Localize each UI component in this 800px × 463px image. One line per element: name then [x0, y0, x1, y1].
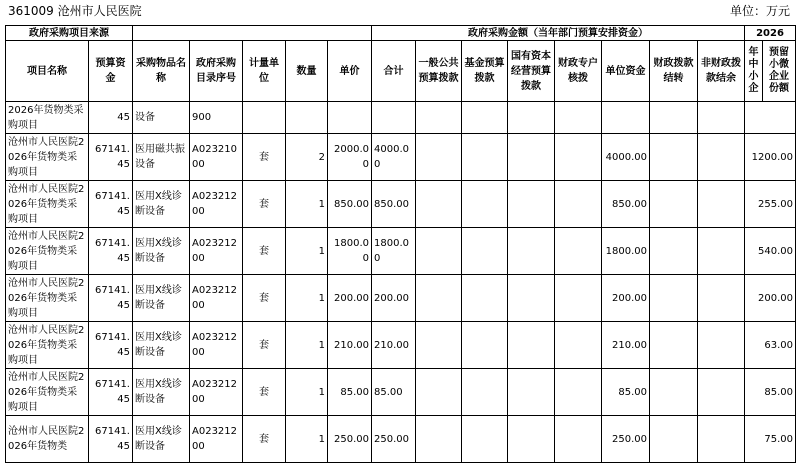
- cell-quantity: 1: [286, 416, 328, 463]
- cell-special-fiscal: [555, 102, 602, 134]
- cell-nonfiscal-carry: [698, 275, 745, 322]
- col-general-public: 一般公共预算拨款: [416, 41, 462, 102]
- cell-general-public: [416, 181, 462, 228]
- cell-unit-funds: 85.00: [602, 369, 650, 416]
- cell-fund-budget: [462, 322, 508, 369]
- table-row: [6, 275, 796, 322]
- cell-budget-funds: 67141.45: [89, 275, 133, 322]
- cell-fiscal-carry: [650, 275, 698, 322]
- cell-unit-price: [328, 102, 372, 134]
- cell-item-name: 医用X线诊断设备: [133, 416, 190, 463]
- cell-soe-budget: [508, 134, 555, 181]
- cell-reserved: 75.00: [745, 416, 796, 463]
- cell-item-name: 医用X线诊断设备: [133, 369, 190, 416]
- table-row: [6, 134, 796, 181]
- cell-nonfiscal-carry: [698, 181, 745, 228]
- procurement-table: [5, 25, 796, 463]
- cell-project-name: 沧州市人民医院2026年货物类采购项目: [6, 275, 89, 322]
- cell-budget-funds: 67141.45: [89, 369, 133, 416]
- col-total: 合计: [372, 41, 416, 102]
- cell-fiscal-carry: [650, 102, 698, 134]
- cell-general-public: [416, 275, 462, 322]
- cell-fund-budget: [462, 102, 508, 134]
- col-quantity: 数量: [286, 41, 328, 102]
- cell-unit-price: 850.00: [328, 181, 372, 228]
- cell-reserved: [745, 102, 796, 134]
- col-special-fiscal: 财政专户核拨: [555, 41, 602, 102]
- cell-unit-funds: 210.00: [602, 322, 650, 369]
- cell-nonfiscal-carry: [698, 102, 745, 134]
- cell-fiscal-carry: [650, 369, 698, 416]
- col-fund-budget: 基金预算拨款: [462, 41, 508, 102]
- cell-unit-funds: 250.00: [602, 416, 650, 463]
- cell-item-name: 医用X线诊断设备: [133, 322, 190, 369]
- cell-soe-budget: [508, 275, 555, 322]
- cell-nonfiscal-carry: [698, 228, 745, 275]
- cell-unit-measure: 套: [243, 416, 286, 463]
- col-project-name: 项目名称: [6, 41, 89, 102]
- cell-unit-measure: 套: [243, 275, 286, 322]
- cell-item-name: 医用X线诊断设备: [133, 275, 190, 322]
- cell-unit-funds: 850.00: [602, 181, 650, 228]
- cell-catalog-no: A02321000: [190, 134, 243, 181]
- cell-unit-measure: 套: [243, 181, 286, 228]
- unit-label: 单位：万元: [729, 4, 790, 18]
- cell-unit-measure: 套: [243, 369, 286, 416]
- report-header: [8, 2, 790, 22]
- table-body: [6, 102, 796, 463]
- cell-reserved: 63.00: [745, 322, 796, 369]
- cell-fund-budget: [462, 275, 508, 322]
- cell-total: 200.00: [372, 275, 416, 322]
- cell-project-name: 2026年货物类采购项目: [6, 102, 89, 134]
- cell-budget-funds: 67141.45: [89, 134, 133, 181]
- cell-unit-funds: 4000.00: [602, 134, 650, 181]
- cell-budget-funds: 67141.45: [89, 322, 133, 369]
- cell-nonfiscal-carry: [698, 134, 745, 181]
- cell-catalog-no: A02321200: [190, 228, 243, 275]
- cell-general-public: [416, 228, 462, 275]
- col-reserved-share: 预留小微企业份额: [763, 41, 796, 102]
- cell-item-name: 医用X线诊断设备: [133, 228, 190, 275]
- cell-unit-measure: [243, 102, 286, 134]
- cell-unit-price: 250.00: [328, 416, 372, 463]
- cell-budget-funds: 67141.45: [89, 181, 133, 228]
- table-row: [6, 102, 796, 134]
- cell-item-name: 医用磁共振设备: [133, 134, 190, 181]
- cell-item-name: 医用X线诊断设备: [133, 181, 190, 228]
- cell-project-name: 沧州市人民医院2026年货物类采购项目: [6, 369, 89, 416]
- cell-unit-measure: 套: [243, 134, 286, 181]
- cell-nonfiscal-carry: [698, 322, 745, 369]
- cell-catalog-no: A02321200: [190, 369, 243, 416]
- cell-total: 850.00: [372, 181, 416, 228]
- col-unit-funds: 单位资金: [602, 41, 650, 102]
- cell-unit-funds: [602, 102, 650, 134]
- col-item-name: 采购物品名称: [133, 41, 190, 102]
- cell-soe-budget: [508, 369, 555, 416]
- cell-catalog-no: A02321200: [190, 275, 243, 322]
- cell-soe-budget: [508, 102, 555, 134]
- table-row: [6, 369, 796, 416]
- group-source-header: 政府采购项目来源: [6, 26, 133, 41]
- cell-nonfiscal-carry: [698, 416, 745, 463]
- cell-project-name: 沧州市人民医院2026年货物类: [6, 416, 89, 463]
- col-unit-price: 单价: [328, 41, 372, 102]
- cell-special-fiscal: [555, 134, 602, 181]
- cell-fund-budget: [462, 369, 508, 416]
- cell-catalog-no: 900: [190, 102, 243, 134]
- cell-fund-budget: [462, 416, 508, 463]
- cell-unit-price: 1800.00: [328, 228, 372, 275]
- cell-soe-budget: [508, 322, 555, 369]
- cell-fiscal-carry: [650, 134, 698, 181]
- cell-unit-funds: 1800.00: [602, 228, 650, 275]
- cell-quantity: 1: [286, 369, 328, 416]
- cell-unit-price: 85.00: [328, 369, 372, 416]
- cell-total: 250.00: [372, 416, 416, 463]
- cell-reserved: 255.00: [745, 181, 796, 228]
- cell-unit-price: 200.00: [328, 275, 372, 322]
- cell-project-name: 沧州市人民医院2026年货物类采购项目: [6, 181, 89, 228]
- cell-quantity: [286, 102, 328, 134]
- table-row: [6, 181, 796, 228]
- cell-general-public: [416, 102, 462, 134]
- cell-special-fiscal: [555, 275, 602, 322]
- cell-quantity: 1: [286, 275, 328, 322]
- cell-budget-funds: 67141.45: [89, 228, 133, 275]
- cell-unit-measure: 套: [243, 228, 286, 275]
- cell-quantity: 1: [286, 322, 328, 369]
- cell-general-public: [416, 322, 462, 369]
- cell-unit-price: 210.00: [328, 322, 372, 369]
- cell-catalog-no: A02321200: [190, 416, 243, 463]
- col-fiscal-carry: 财政拨款结转: [650, 41, 698, 102]
- cell-fiscal-carry: [650, 228, 698, 275]
- cell-general-public: [416, 134, 462, 181]
- cell-budget-funds: 45: [89, 102, 133, 134]
- cell-general-public: [416, 369, 462, 416]
- cell-fund-budget: [462, 181, 508, 228]
- group-amount-header: 政府采购金额（当年部门预算安排资金）: [372, 26, 745, 41]
- cell-total: 85.00: [372, 369, 416, 416]
- cell-unit-funds: 200.00: [602, 275, 650, 322]
- cell-unit-price: 2000.00: [328, 134, 372, 181]
- cell-total: 4000.00: [372, 134, 416, 181]
- cell-fiscal-carry: [650, 416, 698, 463]
- cell-catalog-no: A02321200: [190, 181, 243, 228]
- cell-reserved: 540.00: [745, 228, 796, 275]
- cell-special-fiscal: [555, 369, 602, 416]
- cell-total: [372, 102, 416, 134]
- cell-reserved: 85.00: [745, 369, 796, 416]
- table-row: [6, 416, 796, 463]
- cell-special-fiscal: [555, 181, 602, 228]
- cell-fund-budget: [462, 134, 508, 181]
- table-row: [6, 322, 796, 369]
- cell-budget-funds: 67141.45: [89, 416, 133, 463]
- col-year-sme: 年中小企: [745, 41, 763, 102]
- col-unit-measure: 计量单位: [243, 41, 286, 102]
- cell-special-fiscal: [555, 228, 602, 275]
- cell-catalog-no: A02321200: [190, 322, 243, 369]
- cell-special-fiscal: [555, 416, 602, 463]
- col-catalog-no: 政府采购目录序号: [190, 41, 243, 102]
- cell-fund-budget: [462, 228, 508, 275]
- cell-project-name: 沧州市人民医院2026年货物类采购项目: [6, 134, 89, 181]
- cell-nonfiscal-carry: [698, 369, 745, 416]
- cell-soe-budget: [508, 416, 555, 463]
- cell-soe-budget: [508, 228, 555, 275]
- col-soe-budget: 国有资本经营预算拨款: [508, 41, 555, 102]
- col-nonfiscal-carry: 非财政拨款结余: [698, 41, 745, 102]
- cell-quantity: 2: [286, 134, 328, 181]
- cell-item-name: 设备: [133, 102, 190, 134]
- table-row: [6, 228, 796, 275]
- blank-header: [133, 26, 372, 41]
- cell-total: 210.00: [372, 322, 416, 369]
- cell-general-public: [416, 416, 462, 463]
- cell-special-fiscal: [555, 322, 602, 369]
- cell-unit-measure: 套: [243, 322, 286, 369]
- cell-fiscal-carry: [650, 322, 698, 369]
- report-title: 361009 沧州市人民医院: [8, 4, 142, 18]
- cell-reserved: 200.00: [745, 275, 796, 322]
- cell-quantity: 1: [286, 181, 328, 228]
- cell-quantity: 1: [286, 228, 328, 275]
- col-budget-funds: 预算资金: [89, 41, 133, 102]
- cell-fiscal-carry: [650, 181, 698, 228]
- cell-project-name: 沧州市人民医院2026年货物类采购项目: [6, 322, 89, 369]
- cell-soe-budget: [508, 181, 555, 228]
- year-header: 2026: [745, 26, 796, 41]
- cell-reserved: 1200.00: [745, 134, 796, 181]
- cell-total: 1800.00: [372, 228, 416, 275]
- cell-project-name: 沧州市人民医院2026年货物类采购项目: [6, 228, 89, 275]
